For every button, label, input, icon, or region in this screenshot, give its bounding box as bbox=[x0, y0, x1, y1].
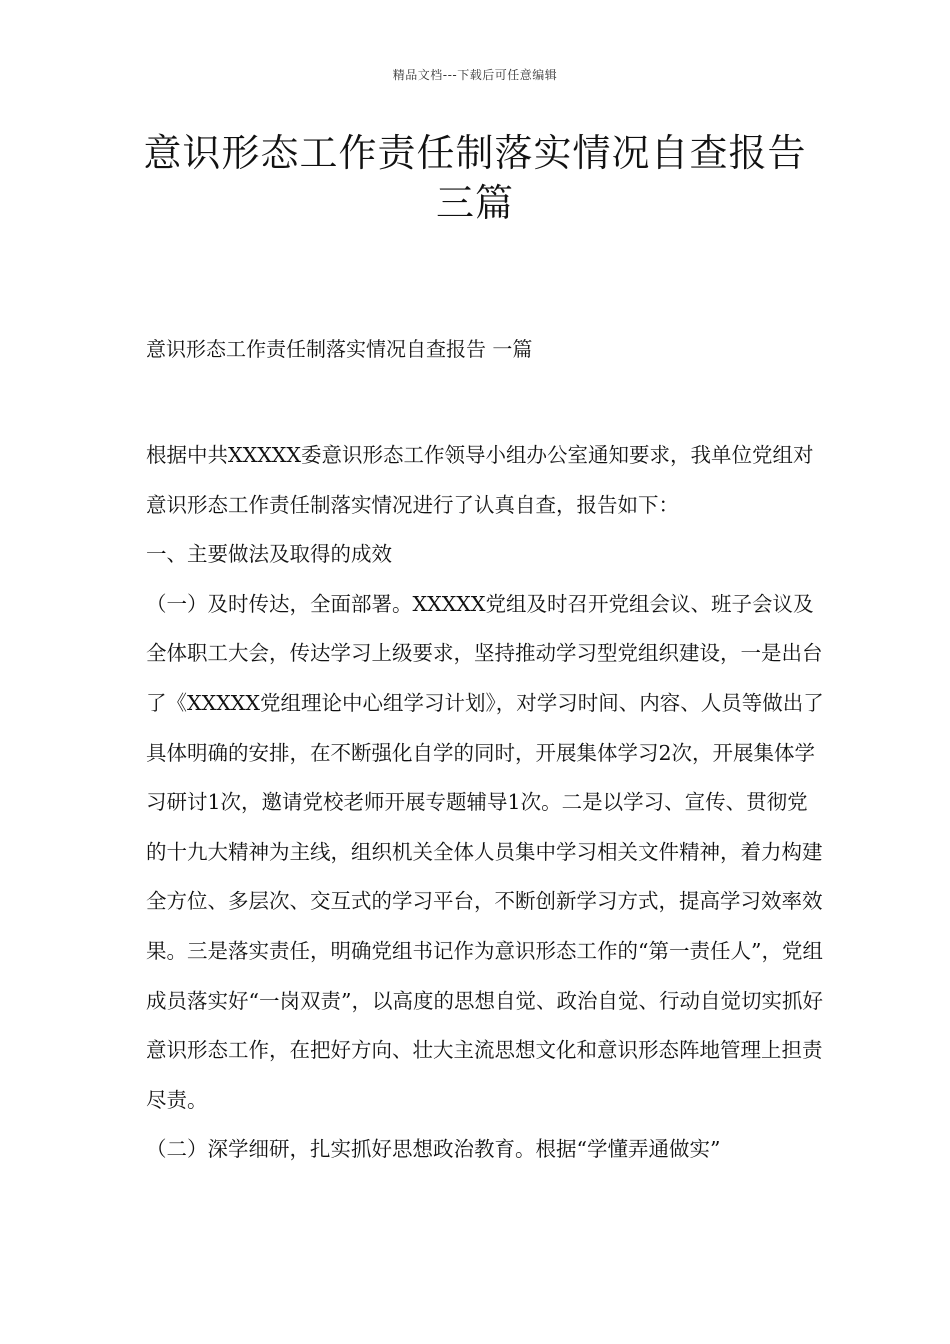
paragraph-part-2: （二）深学细研，扎实抓好思想政治教育。根据“学懂弄通做实” bbox=[146, 1137, 721, 1162]
section-subtitle: 意识形态工作责任制落实情况自查报告 一篇 bbox=[146, 337, 533, 361]
document-title bbox=[100, 128, 850, 228]
paragraph-part-1: （一）及时传达，全面部署。XXXXX党组及时召开党组会议、班子会议及全体职工大会，传达学习上级要求，坚持推动学习型党组织建设，一是出台了《XXXXX党组理论中心组学习计划》，对学习时间、内容、人员等做出了具体明确的安排，在不断强化自学的同时，开展集体学习2次，开展集体学习研讨1次，邀请党校老师开展专题辅导1次。二是以学习、宣传、贯彻党的十九大精神为主线，组织机关全体人员集中学习相关文件精神，着力构建全方位、多层次、交互式的学习平台，不断创新学习方式，提高学习效率效果。三是落实责任，明确党组书记作为意识形态工作的“第一责任人”，党组成员落实好“一岗双责”，以高度的思想自觉、政治自觉、行动自觉切实抓好意识形态工作，在把好方向、壮大主流思想文化和意识形态阵地管理上担责尽责。 bbox=[146, 591, 824, 1112]
paragraph-intro: 根据中共XXXXX委意识形态工作领导小组办公室通知要求，我单位党组对意识形态工作责任制落实情况进行了认真自查，报告如下： bbox=[146, 443, 814, 517]
title-line-1: 意识形态工作责任制落实情况自查报告 bbox=[143, 131, 807, 175]
header-note: 精品文档---下载后可任意编辑 bbox=[392, 68, 558, 82]
section-heading: 一、主要做法及取得的成效 bbox=[146, 542, 392, 567]
title-line-2: 三篇 bbox=[435, 181, 514, 225]
body-text bbox=[146, 431, 824, 1175]
